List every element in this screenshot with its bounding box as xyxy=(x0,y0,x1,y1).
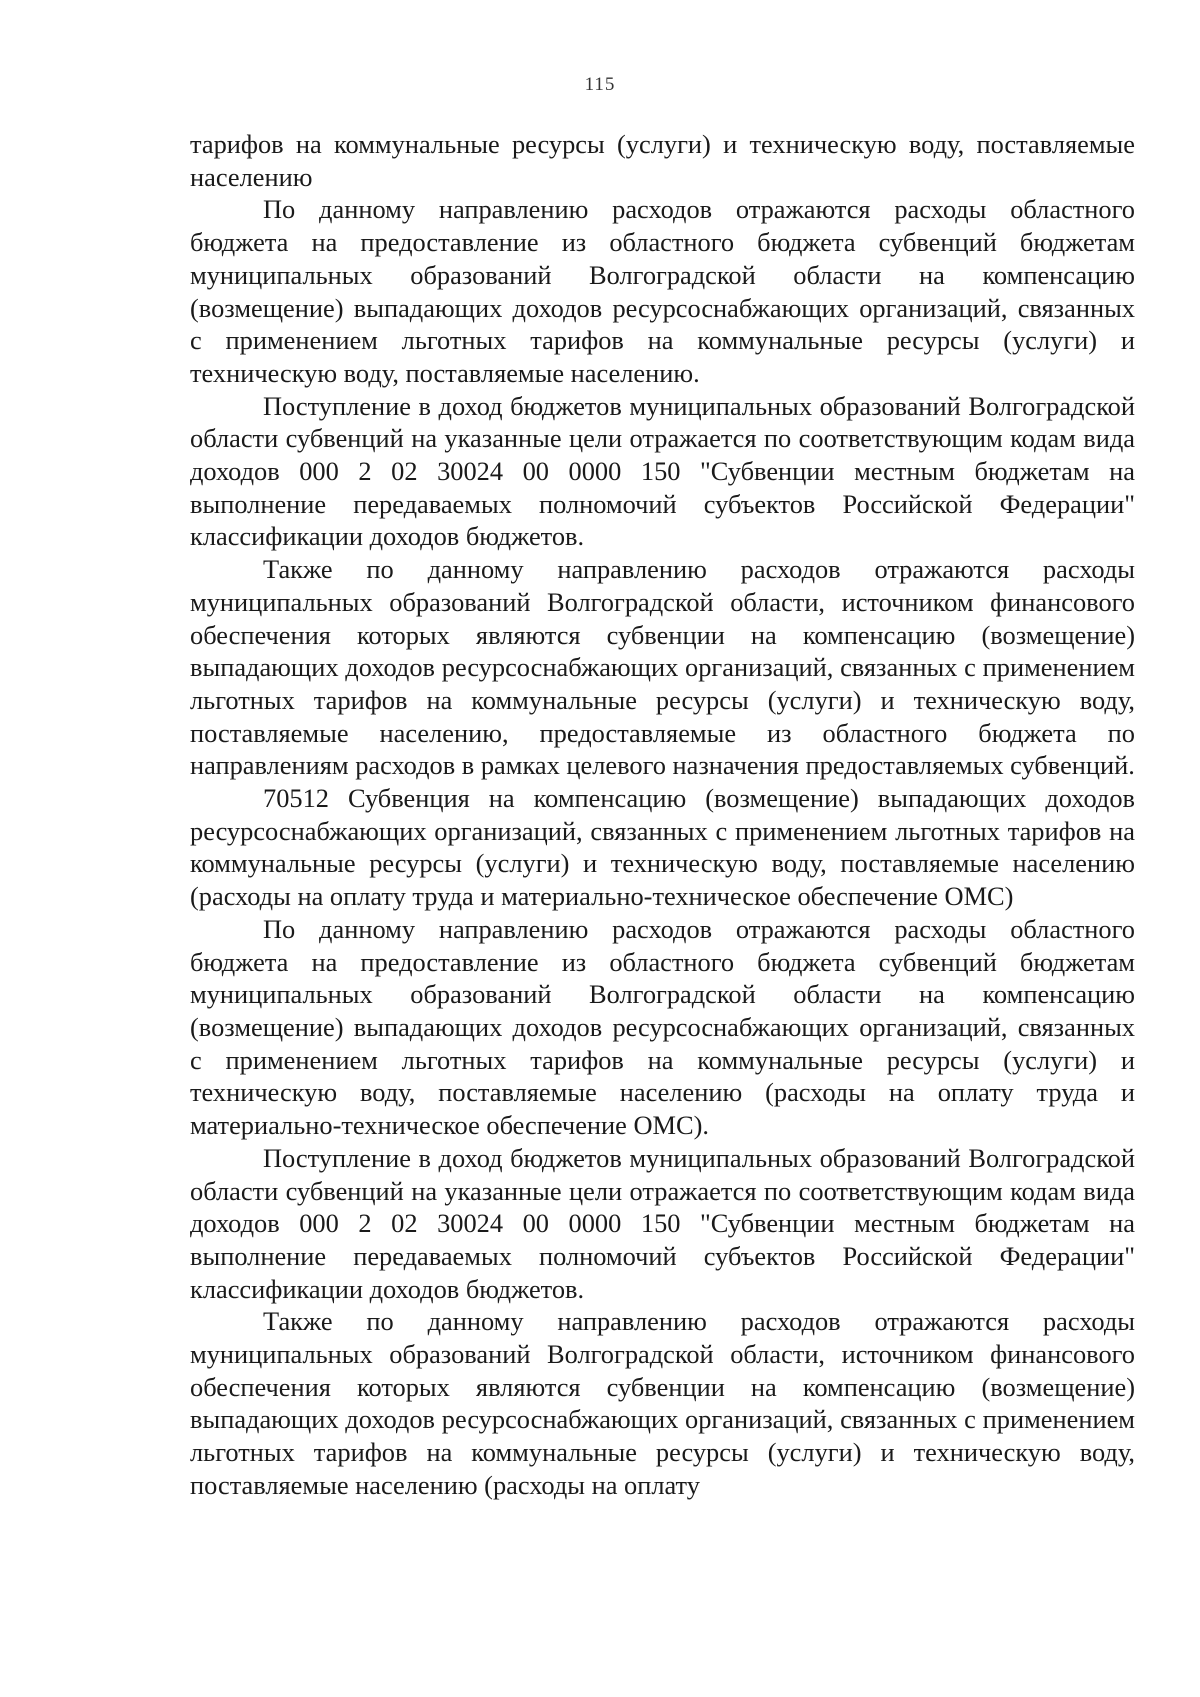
paragraph-8: Также по данному направлению расходов отражаются расходы муниципальных образований Волгоградской области, источником финансового обеспечения которых являются субвенции на компенсацию (возмещение) выпадающих доходов ресурсоснабжающих организаций, связанных с применением льготных тарифов на коммунальные ресурсы (услуги) и техническую воду, поставляемые населению (расходы на оплату xyxy=(190,1306,1135,1500)
document-body xyxy=(190,128,1135,1502)
paragraph-1: тарифов на коммунальные ресурсы (услуги) и техническую воду, поставляемые населению xyxy=(190,129,1135,192)
paragraph-3: Поступление в доход бюджетов муниципальных образований Волгоградской области субвенций на указанные цели отражается по соответствующим кодам вида доходов 000 2 02 30024 00 0000 150 "Субвенции местным бюджетам на выполнение передаваемых полномочий субъектов Российской Федерации" классификации доходов бюджетов. xyxy=(190,390,1135,552)
paragraph-6: По данному направлению расходов отражаются расходы областного бюджета на предоставление из областного бюджета субвенций бюджетам муниципальных образований Волгоградской области на компенсацию (возмещение) выпадающих доходов ресурсоснабжающих организаций, связанных с применением льготных тарифов на коммунальные ресурсы (услуги) и техническую воду, поставляемые населению (расходы на оплату труда и материально-техническое обеспечение ОМС). xyxy=(190,913,1135,1141)
paragraph-4: Также по данному направлению расходов отражаются расходы муниципальных образований Волгоградской области, источником финансового обеспечения которых являются субвенции на компенсацию (возмещение) выпадающих доходов ресурсоснабжающих организаций, связанных с применением льготных тарифов на коммунальные ресурсы (услуги) и техническую воду, поставляемые населению, предоставляемые из областного бюджета по направлениям расходов в рамках целевого назначения предоставляемых субвенций. xyxy=(190,554,1135,781)
paragraph-2: По данному направлению расходов отражаются расходы областного бюджета на предоставление из областного бюджета субвенций бюджетам муниципальных образований Волгоградской области на компенсацию (возмещение) выпадающих доходов ресурсоснабжающих организаций, связанных с применением льготных тарифов на коммунальные ресурсы (услуги) и техническую воду, поставляемые населению. xyxy=(190,194,1135,388)
paragraph-7: Поступление в доход бюджетов муниципальных образований Волгоградской области субвенций на указанные цели отражается по соответствующим кодам вида доходов 000 2 02 30024 00 0000 150 "Субвенции местным бюджетам на выполнение передаваемых полномочий субъектов Российской Федерации" классификации доходов бюджетов. xyxy=(190,1142,1135,1304)
page-number: 115 xyxy=(584,74,616,95)
paragraph-5-heading-70512: 70512 Субвенция на компенсацию (возмещение) выпадающих доходов ресурсоснабжающих организаций, связанных с применением льготных тарифов на коммунальные ресурсы (услуги) и техническую воду, поставляемые населению (расходы на оплату труда и материально-техническое обеспечение ОМС) xyxy=(190,783,1135,912)
